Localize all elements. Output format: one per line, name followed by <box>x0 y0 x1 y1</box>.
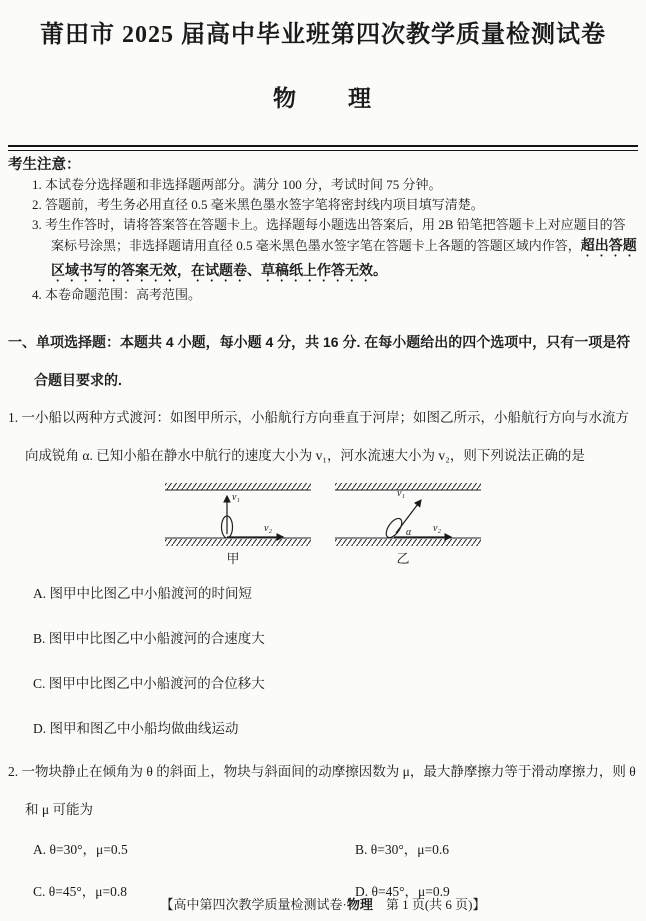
subject-title: 物 理 <box>273 85 373 111</box>
q2-option-b: B. θ=30°，μ=0.6 <box>355 842 449 857</box>
notice-item-3 <box>32 215 638 285</box>
q1-option-b: B. 图甲中比图乙中小船渡河的合速度大 <box>33 631 265 646</box>
v1-label-yi: v₁ <box>397 488 405 499</box>
near-bank-hatch-jia <box>165 539 311 546</box>
alpha-label-yi: α <box>406 527 412 538</box>
panel-yi <box>335 483 481 566</box>
river-crossing-diagram <box>163 481 483 567</box>
v2-label-jia: v₂ <box>264 523 272 534</box>
near-bank-hatch-yi <box>335 539 481 546</box>
question-1-options <box>8 571 638 751</box>
notice-item-1: 1. 本试卷分选择题和非选择题两部分。满分 100 分，考试时间 75 分钟。 <box>32 177 442 192</box>
notice-items <box>32 175 638 305</box>
q2-option-d: D. θ=45°，μ=0.9 <box>355 884 450 899</box>
far-bank-hatch-jia <box>165 483 311 490</box>
far-bank-hatch-yi <box>335 483 481 490</box>
q2-option-a: A. θ=30°，μ=0.5 <box>33 842 128 857</box>
panel-jia-label: 甲 <box>226 551 240 566</box>
v1-label-jia: v₁ <box>232 492 240 503</box>
footer-text-post: 第 1 页(共 6 页)】 <box>372 897 486 912</box>
exam-title: 莆田市 2025 届高中毕业班第四次教学质量检测试卷 <box>40 22 606 48</box>
notice-item-2: 2. 答题前，考生务必用直径 0.5 毫米黑色墨水签字笔将密封线内项目填写清楚。 <box>32 197 484 212</box>
v2-label-yi: v₂ <box>433 523 441 534</box>
section-1-heading: 一、单项选择题：本题共 4 小题，每小题 4 分，共 16 分. 在每小题给出的四个选项中，只有一项是符合题目要求的. <box>8 334 631 388</box>
footer-subject: 物理 <box>346 897 373 912</box>
panel-yi-label: 乙 <box>396 551 410 566</box>
question-2-stem: 2. 一物块静止在倾角为 θ 的斜面上，物块与斜面间的动摩擦因数为 μ，最大静摩擦力等于滑动摩擦力，则 θ 和 μ 可能为 <box>8 764 636 817</box>
examinee-notice <box>8 155 638 305</box>
q2-option-c: C. θ=45°，μ=0.8 <box>33 884 127 899</box>
notice-heading: 考生注意： <box>8 157 81 173</box>
page-footer <box>0 894 646 913</box>
header-divider <box>8 145 638 151</box>
notice-item-3-emphasis: 超出答题区域书写的答案无效，在试题卷、草稿纸上作答无效。 <box>51 237 637 278</box>
question-1-figure <box>163 481 483 567</box>
q1-option-a: A. 图甲中比图乙中小船渡河的时间短 <box>33 586 252 601</box>
footer-text-pre: 【高中第四次教学质量检测试卷· <box>160 897 347 912</box>
q1-option-c: C. 图甲中比图乙中小船渡河的合位移大 <box>33 676 265 691</box>
panel-jia <box>165 483 311 566</box>
notice-item-3-text: 3. 考生作答时，请将答案答在答题卡上。选择题每小题选出答案后，用 2B 铅笔把答题卡上对应题目的答案标号涂黑；非选择题请用直径 0.5 毫米黑色墨水签字笔在答题卡上各题的答题区域内作答， <box>32 217 626 253</box>
q1-option-d: D. 图甲和图乙中小船均做曲线运动 <box>33 721 239 736</box>
notice-item-4: 4. 本卷命题范围：高考范围。 <box>32 287 202 302</box>
question-1-stem: 1. 一小船以两种方式渡河：如图甲所示，小船航行方向垂直于河岸；如图乙所示，小船航行方向与水流方向成锐角 α. 已知小船在静水中航行的速度大小为 v₁，河水流速大小为 v₂，则下列说法正确的是 <box>8 410 629 463</box>
